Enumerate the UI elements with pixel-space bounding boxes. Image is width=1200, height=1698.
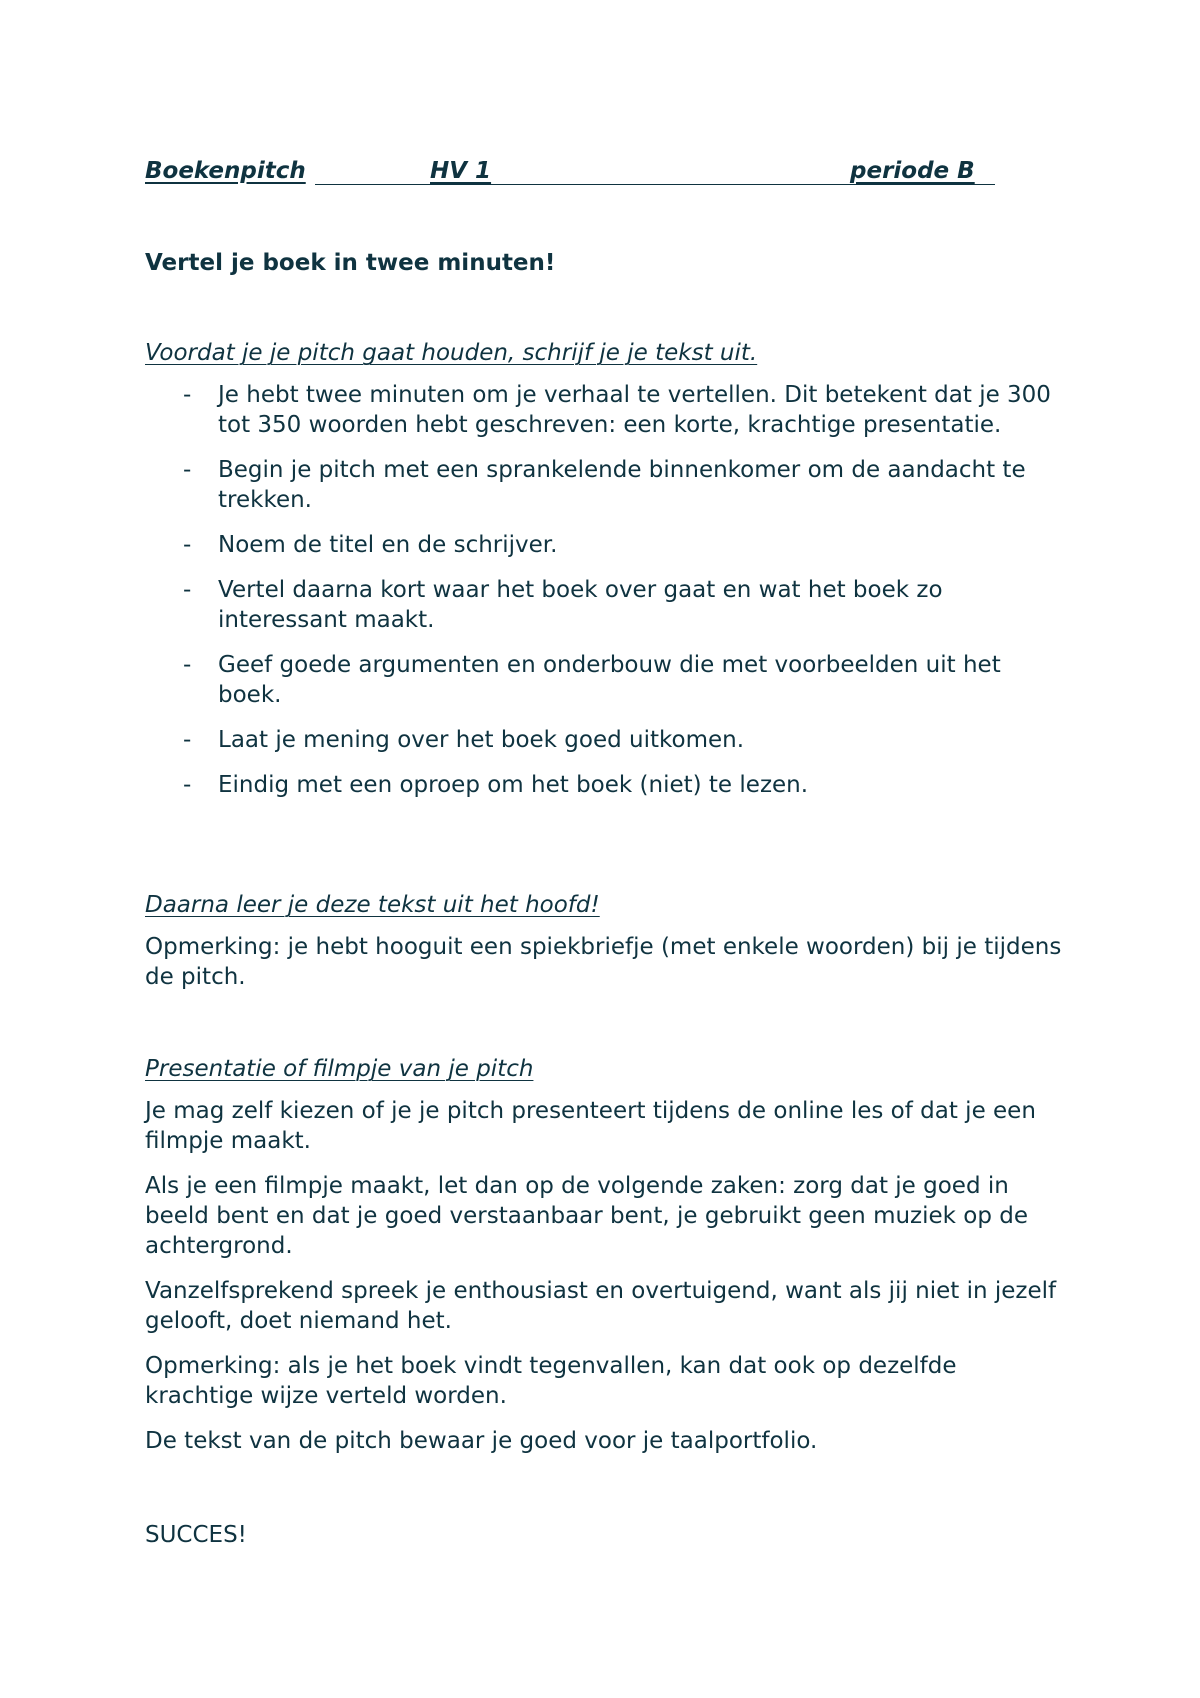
section1-heading: Voordat je je pitch gaat houden, schrijf je je tekst uit. <box>145 340 758 366</box>
list-item: - Geef goede argumenten en onderbouw die met voorbeelden uit het boek. <box>183 652 1001 708</box>
section-memorize <box>145 892 1065 992</box>
document-header <box>145 158 985 188</box>
list-item: - Je hebt twee minuten om je verhaal te vertellen. Dit betekent dat je 300 tot 350 woorden hebt geschreven: een korte, krachtige presentatie. <box>183 382 1051 438</box>
section3-paragraph: De tekst van de pitch bewaar je goed voor je taalportfolio. <box>145 1428 818 1454</box>
list-item: - Vertel daarna kort waar het boek over gaat en wat het boek zo interessant maakt. <box>183 577 943 633</box>
section2-heading: Daarna leer je deze tekst uit het hoofd! <box>145 892 600 918</box>
list-item: - Begin je pitch met een sprankelende binnenkomer om de aandacht te trekken. <box>183 457 1026 513</box>
section-write-text <box>145 340 1065 815</box>
section3-paragraph: Vanzelfsprekend spreek je enthousiast en overtuigend, want als jij niet in jezelf gelooft, doet niemand het. <box>145 1278 1057 1334</box>
section-presentation <box>145 1056 1065 1456</box>
header-title: Boekenpitch <box>145 158 306 184</box>
header-rule-2 <box>505 184 995 185</box>
list-item: - Eindig met een oproep om het boek (niet) te lezen. <box>183 772 809 798</box>
section3-heading: Presentatie of filmpje van je pitch <box>145 1056 534 1082</box>
header-level: HV 1 <box>430 158 492 184</box>
list-item: - Laat je mening over het boek goed uitkomen. <box>183 727 745 753</box>
header-period: periode B <box>850 158 975 184</box>
closing-text: SUCCES! <box>145 1522 247 1548</box>
closing <box>145 1520 1065 1550</box>
list-item: - Noem de titel en de schrijver. <box>183 532 558 558</box>
section2-text: Opmerking: je hebt hooguit een spiekbriefje (met enkele woorden) bij je tijdens de pitch. <box>145 934 1062 990</box>
section3-paragraph: Als je een filmpje maakt, let dan op de volgende zaken: zorg dat je goed in beeld bent en dat je goed verstaanbaar bent, je gebruikt geen muziek op de achtergrond. <box>145 1173 1029 1259</box>
section3-paragraph: Opmerking: als je het boek vindt tegenvallen, kan dat ook op dezelfde krachtige wijze verteld worden. <box>145 1353 957 1409</box>
section3-paragraph: Je mag zelf kiezen of je je pitch presenteert tijdens de online les of dat je een filmpje maakt. <box>145 1098 1036 1154</box>
instruction-list <box>145 380 1065 800</box>
page-title: Vertel je boek in twee minuten! <box>145 250 556 276</box>
